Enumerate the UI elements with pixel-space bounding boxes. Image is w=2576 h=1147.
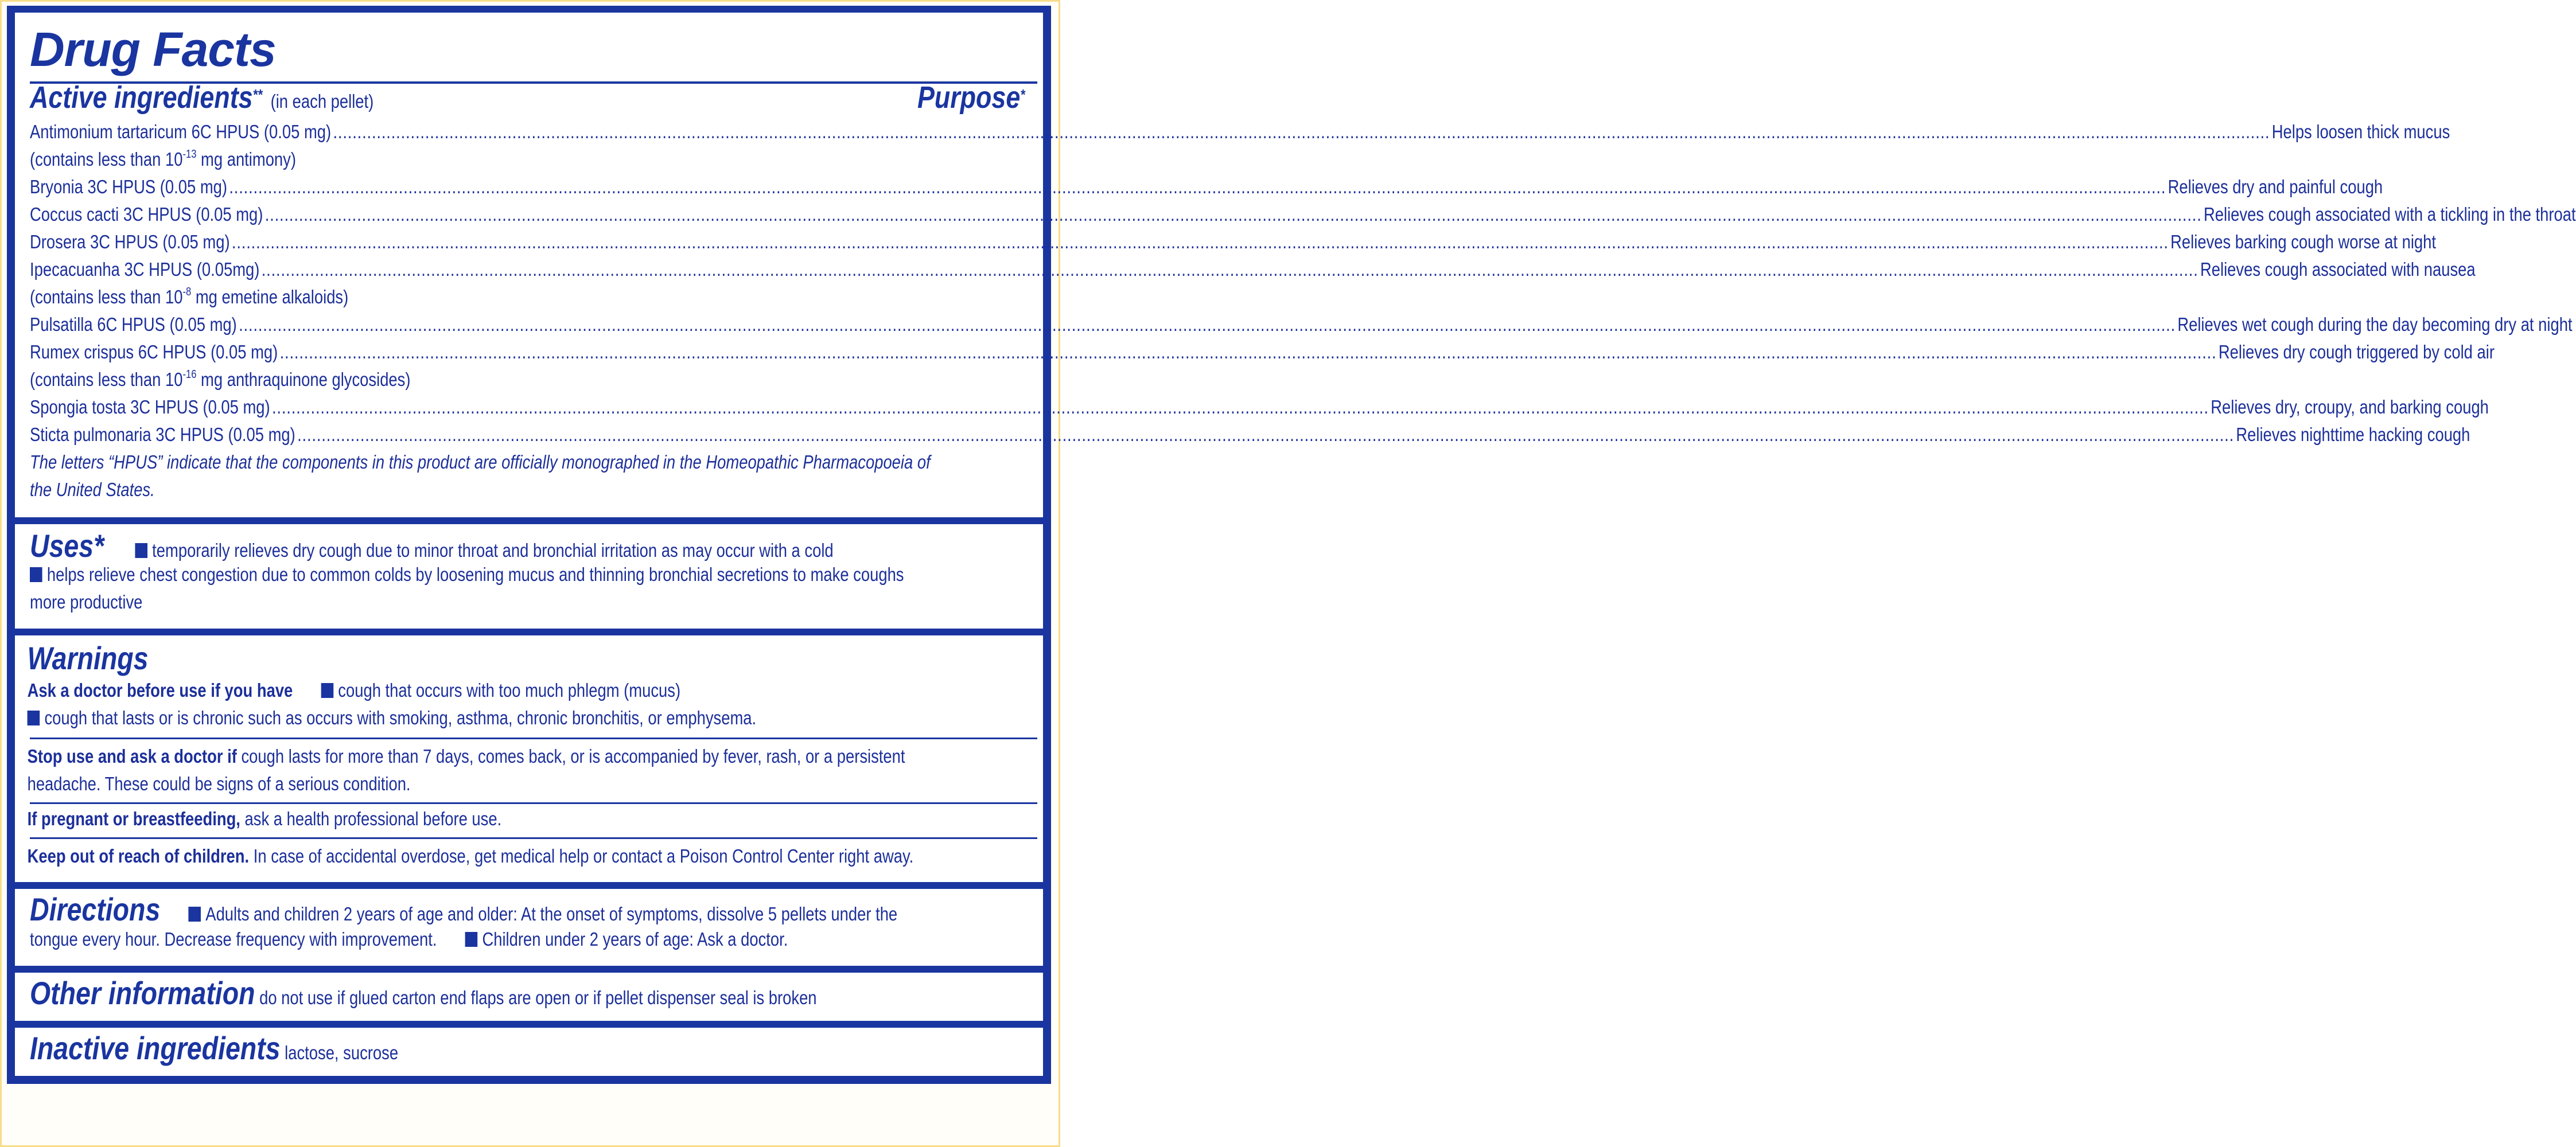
ingredient-list [30,118,2576,448]
directions-item-2: Children under 2 years of age: Ask a doctor. [482,928,788,950]
section-divider [15,1021,1043,1028]
ingredient-name: Bryonia 3C HPUS (0.05 mg) [30,176,228,197]
ingredient-row [30,173,2383,201]
uses-heading: Uses* [30,528,104,564]
bullet-square-icon [135,543,147,558]
ingredient-note-exponent: -13 [182,148,197,161]
bullet-square-icon [30,567,42,582]
ingredient-purpose: Relieves wet cough during the day becoming dry at night [2177,314,2573,335]
leader-dots: ................................................................................................................................................................................................................................................................................................................................................................................................................ [333,121,2270,142]
pregnant-label: If pregnant or breastfeeding, [27,808,240,829]
active-ingredients-heading: Active ingredients [30,80,253,115]
uses-item-2-line-1: helps relieve chest congestion due to common colds by loosening mucus and thinning bronchial secretions to make coughs [46,564,904,585]
ingredient-row [30,256,2476,283]
stop-use-text-line-2: headache. These could be signs of a serious condition. [27,773,411,794]
ingredient-row [30,311,2573,338]
ingredient-purpose: Relieves dry and painful cough [2168,176,2383,197]
ingredient-row [30,228,2437,256]
ingredient-row [30,338,2495,366]
other-information-text: do not use if glued carton end flaps are open or if pellet dispenser seal is broken [255,987,817,1008]
ask-doctor-item-2: cough that lasts or is chronic such as occurs with smoking, asthma, chronic bronchitis, or emphysema. [44,707,757,728]
purpose-heading: Purpose [917,80,1021,115]
ask-doctor-label: Ask a doctor before use if you have [27,680,293,701]
stop-use-label: Stop use and ask a doctor if [27,746,237,767]
ingredient-note-text: (contains less than 10 [30,286,183,307]
ask-doctor-item-1: cough that occurs with too much phlegm (mucus) [338,680,681,701]
leader-dots: ................................................................................................................................................................................................................................................................................................................................................................................................................ [239,314,2176,335]
ingredient-note [30,283,1030,311]
other-information-heading: Other information [30,975,255,1011]
pregnant-text: ask a health professional before use. [240,808,502,829]
active-ingredients-body [30,80,2576,504]
ingredient-name: Rumex crispus 6C HPUS (0.05 mg) [30,341,278,362]
active-heading-sup: ** [252,86,263,103]
ingredient-name: Sticta pulmonaria 3C HPUS (0.05 mg) [30,424,295,445]
leader-dots: ................................................................................................................................................................................................................................................................................................................................................................................................................ [297,424,2235,445]
ingredient-purpose: Relieves dry cough triggered by cold air [2218,341,2495,362]
section-divider [15,966,1043,973]
bullet-square-icon [28,711,40,725]
drug-facts-panel [7,6,2576,1084]
purpose-heading-sup: * [1020,86,1025,103]
ingredient-purpose: Relieves cough associated with nausea [2200,259,2476,280]
warnings-heading: Warnings [27,640,149,676]
ingredient-name: Spongia tosta 3C HPUS (0.05 mg) [30,396,270,418]
hpus-note-line-2: the United States. [30,479,155,500]
leader-dots: ................................................................................................................................................................................................................................................................................................................................................................................................................ [261,259,2198,280]
active-header-row [30,80,1025,118]
leader-dots: ................................................................................................................................................................................................................................................................................................................................................................................................................ [229,176,2166,197]
bullet-square-icon [188,907,201,922]
keep-out-label: Keep out of reach of children. [27,845,250,867]
page-title: Drug Facts [30,22,276,76]
ingredient-purpose: Helps loosen thick mucus [2271,121,2450,142]
ingredient-note-text: mg emetine alkaloids) [191,286,349,307]
ingredient-name: Antimonium tartaricum 6C HPUS (0.05 mg) [30,121,332,142]
uses-section [15,524,1043,629]
directions-item-1-line-1: Adults and children 2 years of age and older: At the onset of symptoms, dissolve 5 pellets under the [205,903,898,924]
ingredient-name: Pulsatilla 6C HPUS (0.05 mg) [30,314,237,335]
ingredient-purpose: Relieves dry, croupy, and barking cough [2211,396,2489,418]
directions-heading: Directions [30,891,161,927]
ingredient-purpose: Relieves barking cough worse at night [2170,231,2437,252]
hpus-note-line-1: The letters “HPUS” indicate that the components in this product are officially monographed in the Homeopathic Pharmacopoeia of [30,451,931,473]
section-divider [15,629,1043,635]
ingredient-note-exponent: -16 [182,368,197,381]
ingredient-note-text: (contains less than 10 [30,369,183,390]
stop-use-text-line-1: cough lasts for more than 7 days, comes back, or is accompanied by fever, rash, or a persistent [236,746,905,767]
other-information-section [15,973,1043,1021]
ingredient-purpose: Relieves cough associated with a tickling in the throat [2203,204,2576,225]
ingredient-note [30,146,1030,173]
inactive-ingredients-text: lactose, sucrose [280,1042,399,1063]
uses-item-2-line-2: more productive [30,591,143,612]
inactive-ingredients-section [15,1028,1043,1079]
section-divider [15,517,1043,524]
directions-section [15,889,1043,966]
ingredient-name: Drosera 3C HPUS (0.05 mg) [30,231,230,252]
leader-dots: ................................................................................................................................................................................................................................................................................................................................................................................................................ [264,204,2202,225]
active-ingredients-section [15,13,2576,517]
leader-dots: ................................................................................................................................................................................................................................................................................................................................................................................................................ [279,341,2217,362]
leader-dots: ................................................................................................................................................................................................................................................................................................................................................................................................................ [271,396,2209,418]
leader-dots: ................................................................................................................................................................................................................................................................................................................................................................................................................ [231,231,2169,252]
ingredient-note-exponent: -8 [182,286,192,298]
ingredient-note-text: mg anthraquinone glycosides) [196,369,411,390]
ingredient-note-text: mg antimony) [196,149,296,170]
ingredient-name: Ipecacuanha 3C HPUS (0.05mg) [30,259,260,280]
inactive-ingredients-heading: Inactive ingredients [30,1030,281,1066]
ingredient-note [30,366,1030,393]
ingredient-purpose: Relieves nighttime hacking cough [2236,424,2470,445]
ingredient-row [30,393,2489,421]
section-divider [15,882,1043,889]
ingredient-row [30,201,2576,228]
warnings-section [15,635,1043,882]
bullet-square-icon [321,683,333,698]
directions-item-1-line-2: tongue every hour. Decrease frequency with improvement. [30,928,437,950]
uses-item-1: temporarily relieves dry cough due to minor throat and bronchial irritation as may occur with a cold [152,540,834,561]
bullet-square-icon [465,932,478,947]
active-qualifier: (in each pellet) [270,91,374,112]
keep-out-text: In case of accidental overdose, get medical help or contact a Poison Control Center right away. [249,845,914,867]
ingredient-note-text: (contains less than 10 [30,149,183,170]
ingredient-name: Coccus cacti 3C HPUS (0.05 mg) [30,204,263,225]
ingredient-row [30,118,2450,146]
ingredient-row [30,421,2470,448]
